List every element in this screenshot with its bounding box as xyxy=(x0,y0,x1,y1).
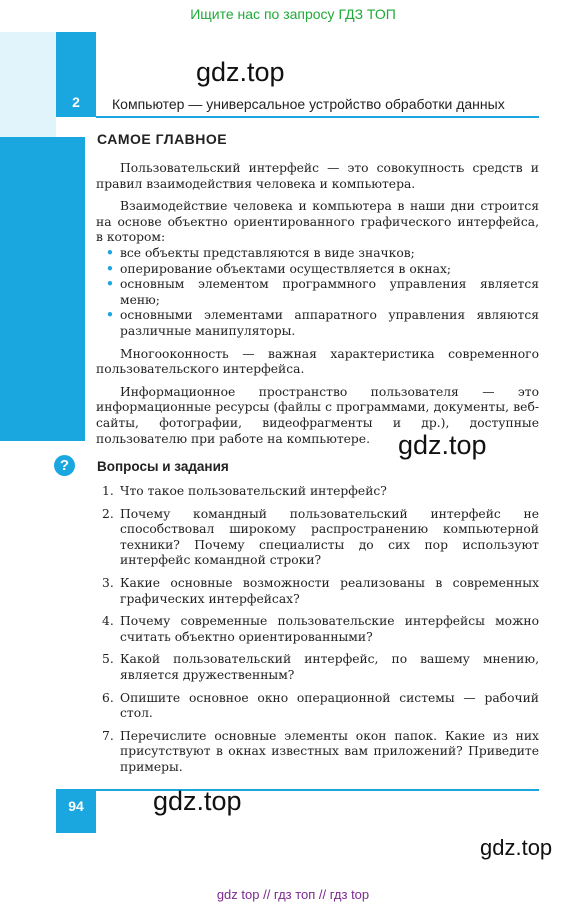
watermark: gdz.top xyxy=(196,57,285,87)
list-item xyxy=(96,507,539,569)
list-item xyxy=(96,484,539,500)
question-number: 4. xyxy=(102,614,114,629)
list-item: • основным элементом программного управления является меню; xyxy=(96,277,539,308)
questions-title: Вопросы и задания xyxy=(97,459,229,474)
list-item xyxy=(96,729,539,776)
question-number: 1. xyxy=(102,484,114,498)
question-number: 6. xyxy=(102,690,114,705)
question-icon: ? xyxy=(54,455,75,476)
summary-side-bar xyxy=(0,137,85,441)
list-item xyxy=(96,576,539,607)
header-rule xyxy=(96,116,539,118)
summary-body xyxy=(96,161,539,454)
watermark: gdz.top xyxy=(153,786,242,816)
questions-body xyxy=(96,484,539,783)
summary-bullets xyxy=(96,246,539,340)
question-text: Перечислите основные элементы окон папок. Какие из них присутствуют в окнах известных вам приложений? Приведите примеры. xyxy=(120,728,539,774)
question-text: Почему командный пользовательский интерфейс не способствовал широкому распространению компьютерной техники? Почему специалисты до сих пор используют интерфейс командной строки? xyxy=(120,506,539,568)
summary-paragraph: Многооконность — важная характеристика современного пользовательского интерфейса. xyxy=(96,346,539,377)
page-number: 94 xyxy=(68,798,84,814)
question-text: Какой пользовательский интерфейс, по вашему мнению, является дружественным? xyxy=(120,652,539,682)
question-text: Что такое пользовательский интерфейс? xyxy=(120,484,387,498)
question-text: Почему современные пользовательские интерфейсы можно считать объектно ориентированными? xyxy=(120,614,539,644)
watermark: gdz.top xyxy=(398,430,487,460)
question-number: 2. xyxy=(102,506,114,521)
summary-paragraph: Пользовательский интерфейс — это совокупность средств и правил взаимодействия человека и компьютера. xyxy=(96,161,539,191)
questions-list xyxy=(96,484,539,776)
list-item: • оперирование объектами осуществляется в окнах; xyxy=(96,262,539,278)
summary-paragraph: Взаимодействие человека и компьютера в наши дни строится на основе объектно ориентированного графического интерфейса, в котором: xyxy=(96,199,539,245)
watermark: gdz.top xyxy=(480,835,553,860)
question-number: 5. xyxy=(102,652,114,667)
running-header-title: Компьютер — универсальное устройство обработки данных xyxy=(112,96,505,112)
list-item xyxy=(96,614,539,645)
top-banner: Ищите нас по запросу ГДЗ ТОП xyxy=(190,6,396,22)
question-text: Опишите основное окно операционной системы — рабочий стол. xyxy=(120,690,539,721)
question-number: 3. xyxy=(102,575,114,590)
list-item: • основными элементами аппаратного управления являются различные манипуляторы. xyxy=(96,308,539,339)
question-number: 7. xyxy=(102,728,114,743)
list-item xyxy=(96,691,539,722)
chapter-number: 2 xyxy=(72,94,80,110)
bottom-banner: gdz top // гдз топ // гдз top xyxy=(216,887,370,902)
summary-paragraph: Информационное пространство пользователя — это информационные ресурсы (файлы с программами, документы, веб-сайты, фотографии, видеофрагменты и др.), доступные пользователю при работе на компьютере. xyxy=(96,384,539,446)
list-item xyxy=(96,652,539,683)
list-item: • все объекты представляются в виде значков; xyxy=(96,246,539,262)
summary-title: САМОЕ ГЛАВНОЕ xyxy=(97,131,228,147)
question-text: Какие основные возможности реализованы в современных графических интерфейсах? xyxy=(120,575,539,606)
